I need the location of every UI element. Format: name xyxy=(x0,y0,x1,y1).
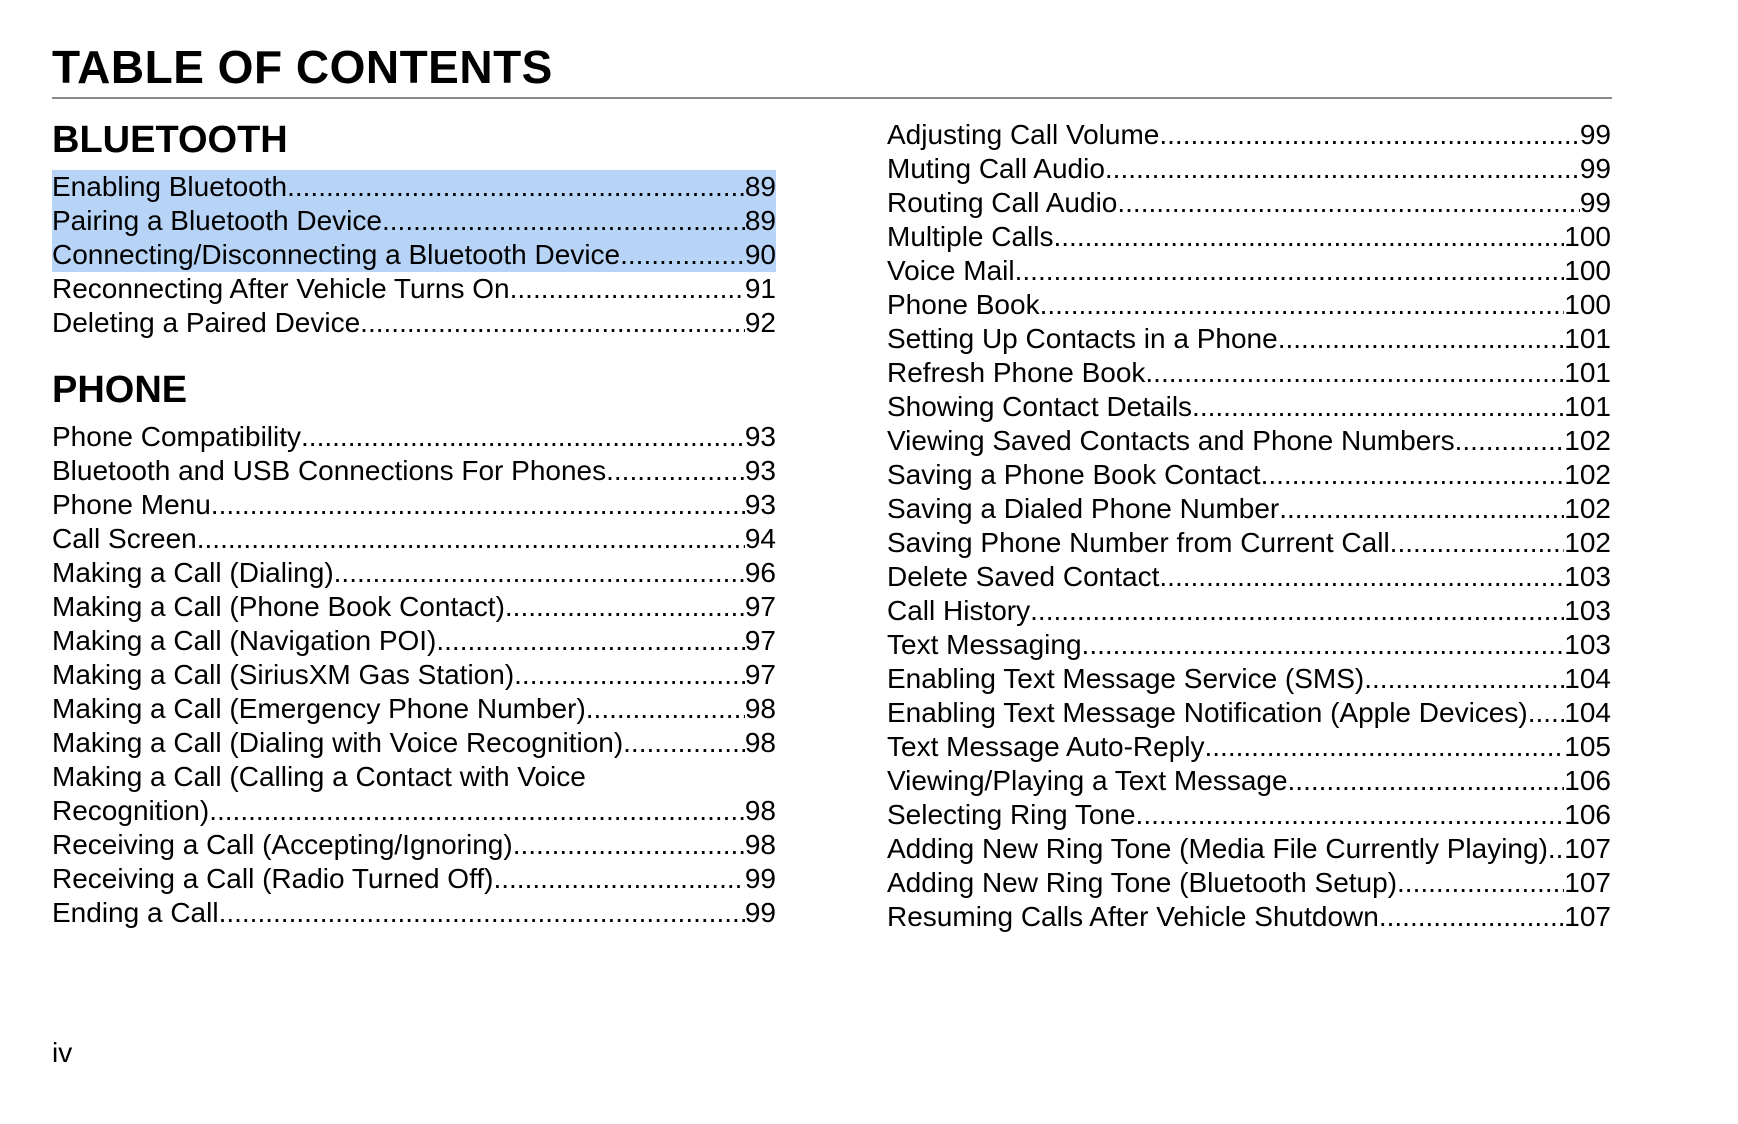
dot-leader xyxy=(1054,220,1565,254)
toc-entry-page: 104 xyxy=(1564,663,1611,694)
toc-entry-page: 99 xyxy=(1579,119,1611,150)
toc-entry-label: Making a Call (SiriusXM Gas Station) xyxy=(52,659,515,690)
toc-entry[interactable] xyxy=(52,454,776,488)
dot-leader xyxy=(623,726,745,760)
toc-entry[interactable] xyxy=(52,624,776,658)
toc-entry-page: 99 xyxy=(1579,187,1611,218)
toc-entry[interactable] xyxy=(52,794,776,828)
toc-entry-page: 92 xyxy=(744,307,776,338)
toc-entry-label-line[interactable]: Making a Call (Calling a Contact with Voice xyxy=(52,761,586,792)
toc-entry-page: 107 xyxy=(1564,901,1611,932)
toc-entry[interactable] xyxy=(887,152,1611,186)
toc-entry-label: Phone Menu xyxy=(52,489,211,520)
dot-leader xyxy=(505,590,745,624)
toc-entry[interactable] xyxy=(52,420,776,454)
toc-entry[interactable] xyxy=(887,560,1611,594)
toc-entry-page: 105 xyxy=(1564,731,1611,762)
dot-leader xyxy=(209,794,745,828)
toc-right-column xyxy=(887,118,1611,934)
dot-leader xyxy=(219,896,745,930)
toc-entry[interactable] xyxy=(887,764,1611,798)
toc-entry[interactable] xyxy=(887,696,1611,730)
toc-entry-page: 93 xyxy=(744,489,776,520)
toc-entry-page: 93 xyxy=(744,421,776,452)
toc-entry-label: Ending a Call xyxy=(52,897,219,928)
toc-entry-label: Text Messaging xyxy=(887,629,1082,660)
toc-entry[interactable] xyxy=(887,424,1611,458)
dot-leader xyxy=(1279,492,1564,526)
toc-entry[interactable] xyxy=(52,862,776,896)
toc-entry[interactable] xyxy=(887,730,1611,764)
toc-entry-page: 102 xyxy=(1564,493,1611,524)
toc-entry[interactable] xyxy=(887,220,1611,254)
dot-leader xyxy=(1390,526,1565,560)
toc-entry-label: Saving a Phone Book Contact xyxy=(887,459,1261,490)
toc-entry-page: 97 xyxy=(744,625,776,656)
toc-entry-page: 101 xyxy=(1564,357,1611,388)
toc-entry[interactable] xyxy=(887,458,1611,492)
toc-entry-label: Recognition) xyxy=(52,795,210,826)
toc-entry[interactable] xyxy=(887,390,1611,424)
toc-entry[interactable] xyxy=(52,658,776,692)
dot-leader xyxy=(1030,594,1564,628)
dot-leader xyxy=(1117,186,1579,220)
toc-entry-label: Call History xyxy=(887,595,1031,626)
toc-entry[interactable] xyxy=(52,896,776,930)
toc-entry-label: Voice Mail xyxy=(887,255,1015,286)
toc-entry[interactable] xyxy=(887,798,1611,832)
toc-entry-label: Making a Call (Phone Book Contact) xyxy=(52,591,505,622)
dot-leader xyxy=(301,420,745,454)
toc-entry-label: Resuming Calls After Vehicle Shutdown xyxy=(887,901,1379,932)
toc-entry-label: Deleting a Paired Device xyxy=(52,307,361,338)
toc-entry[interactable] xyxy=(887,866,1611,900)
toc-entry-page: 97 xyxy=(744,659,776,690)
toc-entry-page: 103 xyxy=(1564,561,1611,592)
dot-leader xyxy=(1040,288,1565,322)
toc-entry-page: 97 xyxy=(744,591,776,622)
toc-entry[interactable] xyxy=(52,828,776,862)
toc-entry-page: 102 xyxy=(1564,527,1611,558)
toc-entry-label: Adjusting Call Volume xyxy=(887,119,1160,150)
right-column-entries xyxy=(887,118,1611,934)
dot-leader xyxy=(1548,832,1564,866)
dot-leader xyxy=(1105,152,1580,186)
dot-leader xyxy=(1192,390,1564,424)
toc-entry[interactable] xyxy=(52,692,776,726)
dot-leader xyxy=(513,828,745,862)
dot-leader xyxy=(1288,764,1565,798)
toc-entry-label: Delete Saved Contact xyxy=(887,561,1160,592)
dot-leader xyxy=(334,556,745,590)
toc-entry-label: Enabling Text Message Service (SMS) xyxy=(887,663,1365,694)
dot-leader xyxy=(1379,900,1564,934)
toc-entry-label: Making a Call (Emergency Phone Number) xyxy=(52,693,586,724)
toc-entry-label: Making a Call (Dialing) xyxy=(52,557,334,588)
toc-entry-label: Saving a Dialed Phone Number xyxy=(887,493,1280,524)
toc-entry-label: Phone Book xyxy=(887,289,1040,320)
phone-entries xyxy=(52,420,776,930)
toc-entry[interactable] xyxy=(52,272,776,306)
page-number: iv xyxy=(52,1037,73,1068)
toc-entry[interactable] xyxy=(52,556,776,590)
dot-leader xyxy=(1205,730,1565,764)
bluetooth-entries xyxy=(52,170,776,340)
toc-entry-page: 98 xyxy=(744,795,776,826)
toc-entry-page: 101 xyxy=(1564,391,1611,422)
dot-leader xyxy=(436,624,744,658)
dot-leader xyxy=(1528,696,1565,730)
toc-entry[interactable] xyxy=(52,726,776,760)
toc-entry-page: 96 xyxy=(744,557,776,588)
toc-entry-label: Routing Call Audio xyxy=(887,187,1118,218)
toc-entry-page: 106 xyxy=(1564,799,1611,830)
dot-leader xyxy=(1278,322,1565,356)
toc-entry-label: Multiple Calls xyxy=(887,221,1054,252)
toc-entry-label: Showing Contact Details xyxy=(887,391,1193,422)
toc-entry-label: Making a Call (Dialing with Voice Recognition) xyxy=(52,727,624,758)
dot-leader xyxy=(360,306,745,340)
toc-entry-label: Adding New Ring Tone (Bluetooth Setup) xyxy=(887,867,1398,898)
toc-entry-label: Connecting/Disconnecting a Bluetooth Device xyxy=(52,239,621,270)
toc-entry[interactable] xyxy=(887,662,1611,696)
dot-leader xyxy=(1364,662,1564,696)
toc-entry-label: Receiving a Call (Radio Turned Off) xyxy=(52,863,494,894)
toc-entry-page: 98 xyxy=(744,727,776,758)
toc-entry[interactable] xyxy=(887,628,1611,662)
dot-leader xyxy=(211,488,745,522)
toc-entry-page: 98 xyxy=(744,693,776,724)
toc-entry-page: 89 xyxy=(744,171,776,202)
dot-leader xyxy=(1455,424,1565,458)
dot-leader xyxy=(1145,356,1564,390)
dot-leader xyxy=(1082,628,1565,662)
toc-entry-label: Phone Compatibility xyxy=(52,421,302,452)
dot-leader xyxy=(1015,254,1565,288)
title-divider xyxy=(52,97,1612,99)
toc-entry[interactable] xyxy=(887,254,1611,288)
dot-leader xyxy=(287,170,745,204)
toc-entry-page: 104 xyxy=(1564,697,1611,728)
toc-entry-page: 103 xyxy=(1564,595,1611,626)
toc-entry-page: 100 xyxy=(1564,221,1611,252)
toc-entry-label: Enabling Text Message Notification (Apple Devices) xyxy=(887,697,1528,728)
toc-entry-page: 99 xyxy=(744,863,776,894)
toc-entry-label: Reconnecting After Vehicle Turns On xyxy=(52,273,510,304)
dot-leader xyxy=(606,454,745,488)
dot-leader xyxy=(1261,458,1565,492)
toc-entry-label: Setting Up Contacts in a Phone xyxy=(887,323,1278,354)
toc-entry-label: Text Message Auto-Reply xyxy=(887,731,1205,762)
toc-entry-highlighted[interactable] xyxy=(52,170,776,204)
toc-entry-page: 99 xyxy=(744,897,776,928)
toc-entry[interactable] xyxy=(887,288,1611,322)
toc-entry-page: 94 xyxy=(744,523,776,554)
dot-leader xyxy=(1159,560,1564,594)
section-heading-bluetooth: BLUETOOTH xyxy=(52,119,288,161)
dot-leader xyxy=(197,522,745,556)
toc-entry-label: Making a Call (Navigation POI) xyxy=(52,625,437,656)
toc-entry-label: Muting Call Audio xyxy=(887,153,1105,184)
dot-leader xyxy=(493,862,744,896)
toc-entry-page: 100 xyxy=(1564,255,1611,286)
toc-entry[interactable] xyxy=(52,306,776,340)
toc-entry-label: Enabling Bluetooth xyxy=(52,171,288,202)
toc-entry[interactable] xyxy=(887,322,1611,356)
toc-entry-page: 106 xyxy=(1564,765,1611,796)
toc-entry-page: 93 xyxy=(744,455,776,486)
toc-entry-page: 102 xyxy=(1564,459,1611,490)
toc-entry-page: 107 xyxy=(1564,833,1611,864)
toc-entry-page: 90 xyxy=(744,239,776,270)
toc-entry-label: Adding New Ring Tone (Media File Currently Playing) xyxy=(887,833,1548,864)
dot-leader xyxy=(586,692,745,726)
toc-entry[interactable] xyxy=(887,356,1611,390)
toc-entry[interactable] xyxy=(887,594,1611,628)
toc-entry[interactable] xyxy=(52,488,776,522)
section-heading-phone: PHONE xyxy=(52,369,188,411)
toc-entry-page: 89 xyxy=(744,205,776,236)
page-title: TABLE OF CONTENTS xyxy=(52,41,553,93)
dot-leader xyxy=(514,658,745,692)
toc-entry-label: Pairing a Bluetooth Device xyxy=(52,205,382,236)
section-gap xyxy=(52,340,776,368)
toc-entry-label: Selecting Ring Tone xyxy=(887,799,1136,830)
toc-entry-label: Viewing Saved Contacts and Phone Numbers xyxy=(887,425,1455,456)
toc-entry-page: 103 xyxy=(1564,629,1611,660)
toc-entry[interactable] xyxy=(887,186,1611,220)
toc-entry-label: Call Screen xyxy=(52,523,197,554)
toc-entry[interactable] xyxy=(887,526,1611,560)
toc-entry-highlighted[interactable] xyxy=(52,204,776,238)
toc-left-column xyxy=(52,118,776,930)
dot-leader xyxy=(1397,866,1564,900)
toc-entry-label: Receiving a Call (Accepting/Ignoring) xyxy=(52,829,513,860)
toc-entry-page: 98 xyxy=(744,829,776,860)
toc-entry-label: Bluetooth and USB Connections For Phones xyxy=(52,455,607,486)
dot-leader xyxy=(510,272,745,306)
toc-entry-page: 101 xyxy=(1564,323,1611,354)
toc-entry-highlighted[interactable] xyxy=(52,238,776,272)
toc-entry-page: 99 xyxy=(1579,153,1611,184)
toc-entry-page: 100 xyxy=(1564,289,1611,320)
toc-entry-label: Saving Phone Number from Current Call xyxy=(887,527,1390,558)
toc-entry[interactable] xyxy=(887,118,1611,152)
toc-entry-label: Viewing/Playing a Text Message xyxy=(887,765,1288,796)
toc-entry-page: 107 xyxy=(1564,867,1611,898)
dot-leader xyxy=(382,204,745,238)
dot-leader xyxy=(1159,118,1579,152)
toc-entry[interactable] xyxy=(887,832,1611,866)
dot-leader xyxy=(620,238,745,272)
toc-entry[interactable] xyxy=(887,492,1611,526)
toc-entry[interactable] xyxy=(887,900,1611,934)
toc-entry-page: 102 xyxy=(1564,425,1611,456)
toc-entry[interactable] xyxy=(52,522,776,556)
toc-entry-page: 91 xyxy=(744,273,776,304)
toc-entry[interactable] xyxy=(52,590,776,624)
toc-entry-label: Refresh Phone Book xyxy=(887,357,1146,388)
dot-leader xyxy=(1136,798,1565,832)
